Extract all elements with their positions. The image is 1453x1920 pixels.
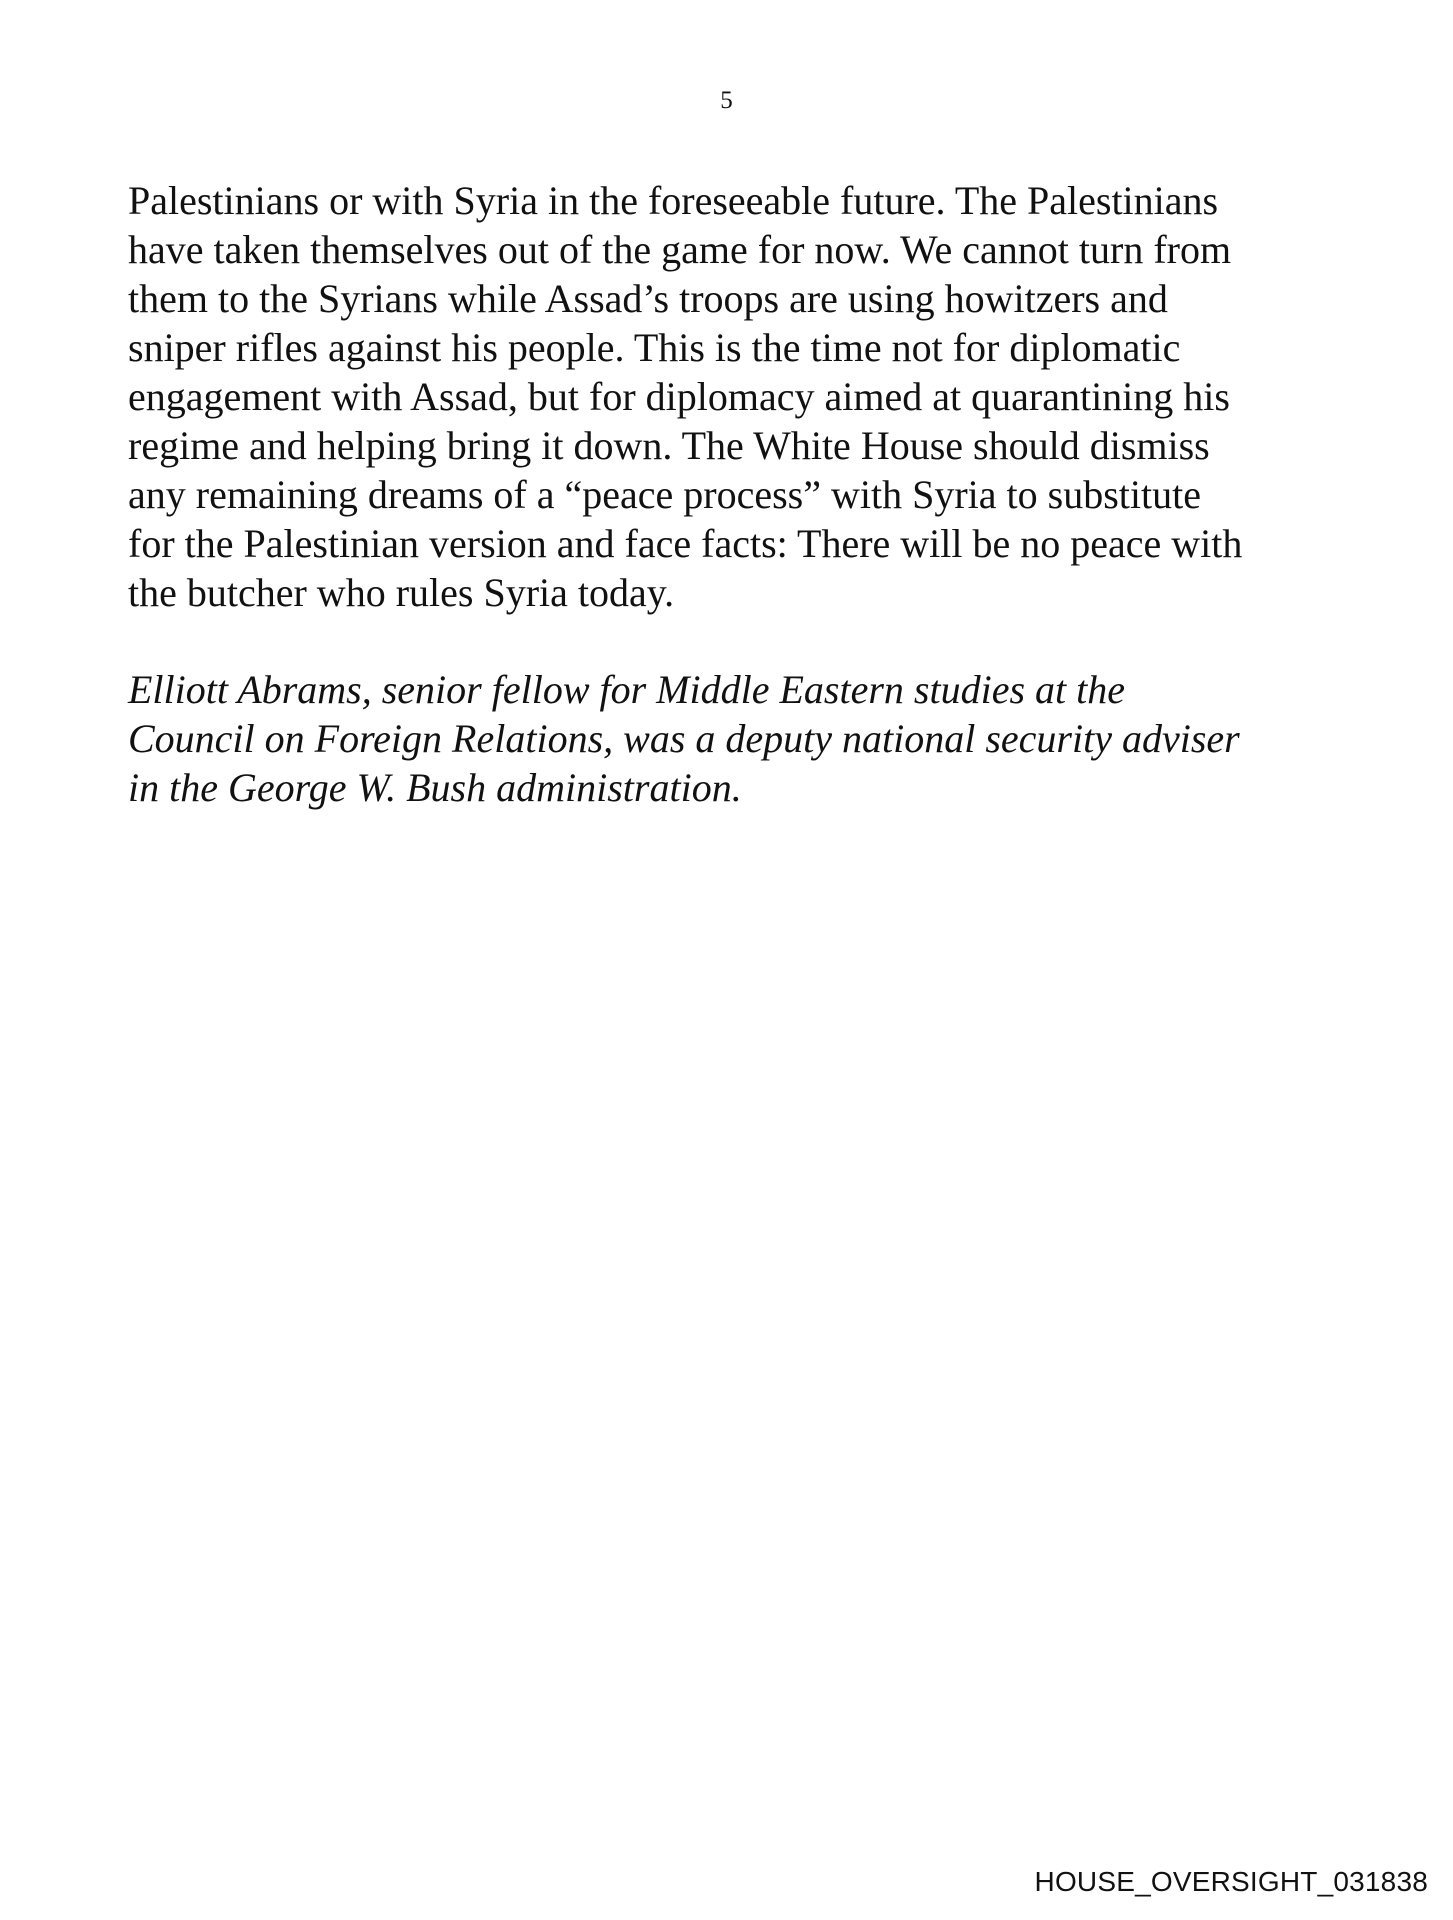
body-line: any remaining dreams of a “peace process” with Syria to substitute xyxy=(128,472,1201,517)
body-line: engagement with Assad, but for diplomacy aimed at quarantining his xyxy=(128,374,1230,419)
page-number: 5 xyxy=(720,87,733,114)
bates-number: HOUSE_OVERSIGHT_031838 xyxy=(1034,1866,1428,1897)
body-line: have taken themselves out of the game for now. We cannot turn from xyxy=(128,227,1232,272)
body-line: them to the Syrians while Assad’s troops are using howitzers and xyxy=(128,276,1168,321)
body-line: for the Palestinian version and face facts: There will be no peace with xyxy=(128,521,1243,566)
body-line: sniper rifles against his people. This is the time not for diplomatic xyxy=(128,325,1181,370)
body-line: Palestinians or with Syria in the foreseeable future. The Palestinians xyxy=(128,178,1219,223)
author-bio-line: Elliott Abrams, senior fellow for Middle Eastern studies at the xyxy=(128,667,1126,712)
body-line: the butcher who rules Syria today. xyxy=(128,570,675,615)
author-bio-line: in the George W. Bush administration. xyxy=(128,765,742,810)
author-bio-line: Council on Foreign Relations, was a deputy national security adviser xyxy=(128,716,1240,761)
article-body-paragraph xyxy=(128,176,1358,617)
body-line: regime and helping bring it down. The White House should dismiss xyxy=(128,423,1210,468)
author-bio xyxy=(128,665,1358,812)
